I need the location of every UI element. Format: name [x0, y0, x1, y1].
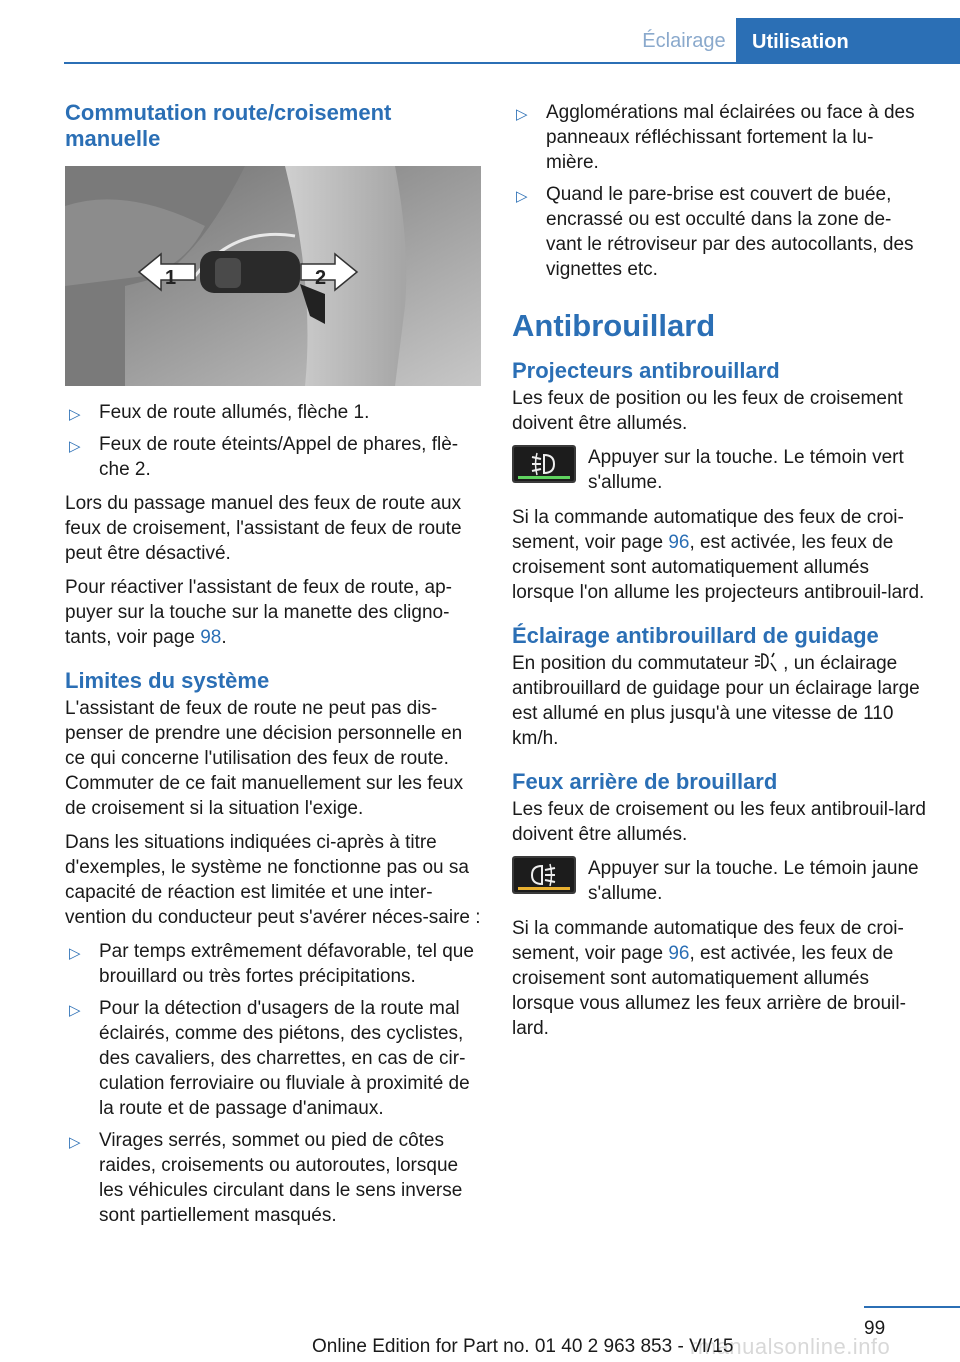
header-chapter-tab: Utilisation — [736, 18, 960, 62]
page-link-96[interactable]: 96 — [668, 943, 690, 964]
footer-rule — [864, 1306, 960, 1308]
front-fog-light-button-icon — [512, 445, 576, 483]
paragraph: Lors du passage manuel des feux de route aux feux de croisement, l'assistant de feux de route peut être désactivé. — [65, 493, 462, 564]
limits-bullet-list — [65, 939, 481, 1228]
arrow-1-label: 1 — [165, 267, 177, 289]
limits-bullet-list-continued — [512, 100, 926, 282]
right-column — [512, 100, 926, 1050]
page-link-98[interactable]: 98 — [200, 627, 222, 648]
paragraph: Dans les situations indiquées ci-après à titre d'exemples, le système ne fonctionne pas ou sa capacité de réaction est limitée et une inter-vention du conducteur peut s'avérer néces-saire : — [65, 832, 481, 928]
header-rule — [64, 62, 960, 64]
list-item: ▷ Quand le pare-brise est couvert de buée, encrassé ou est occulté dans la zone de-vant le rétroviseur par des autocollants, des vignettes etc. — [516, 184, 914, 280]
list-item: ▷ Feux de route éteints/Appel de phares, flè-che 2. — [69, 434, 459, 480]
edition-footer: Online Edition for Part no. 01 40 2 963 853 - VI/15 — [312, 1336, 734, 1357]
triangle-bullet-icon: ▷ — [516, 106, 528, 123]
paragraph: Appuyer sur la touche. Le témoin vert s'allume. — [588, 447, 904, 493]
watermark: rmanualsonline.info — [690, 1334, 891, 1359]
triangle-bullet-icon: ▷ — [516, 188, 528, 205]
paragraph: En position du commutateur , un éclairage antibrouillard de guidage pour un éclairage large est allumé en plus jusqu'à une vitesse de 110 km/h. — [512, 653, 920, 749]
triangle-bullet-icon: ▷ — [69, 1002, 81, 1019]
paragraph: L'assistant de feux de route ne peut pas dis-penser de prendre une décision personnelle en ce qui concerne l'utilisation des feux de route. Commuter de ce fait manuellement sur les feux de croisement si la situation l'exige. — [65, 698, 464, 819]
triangle-bullet-icon: ▷ — [69, 438, 81, 455]
section-heading-system-limits: Limites du système — [65, 668, 270, 693]
paragraph: Les feux de croisement ou les feux antibrouil-lard doivent être allumés. — [512, 799, 927, 845]
section-heading-fog-lights: Projecteurs antibrouillard — [512, 358, 780, 383]
paragraph: Appuyer sur la touche. Le témoin jaune s'allume. — [588, 858, 919, 904]
list-item: ▷ Virages serrés, sommet ou pied de côtes raides, croisements ou autoroutes, lorsque les véhicules circulant dans le sens inverse sont partiellement masqués. — [69, 1130, 463, 1226]
list-item: ▷ Feux de route allumés, flèche 1. — [65, 400, 481, 425]
list-item: ▷ Par temps extrêmement défavorable, tel que brouillard ou très fortes précipitations. — [69, 941, 474, 987]
rear-fog-button-row — [512, 856, 926, 906]
paragraph: Si la commande automatique des feux de croi-sement, voir page 96, est activée, les feux de croisement sont automatiquement allumés lorsque l'on allume les projecteurs antibrouil-lard. — [512, 507, 925, 603]
triangle-bullet-icon: ▷ — [69, 945, 81, 962]
stalk-bullet-list — [65, 400, 481, 482]
paragraph: Pour réactiver l'assistant de feux de route, ap-puyer sur la touche sur la manette des cligno-tants, voir page 98. — [65, 577, 452, 648]
left-column — [65, 100, 481, 1237]
arrow-2-label: 2 — [315, 267, 327, 289]
section-heading-guiding-fog: Éclairage antibrouillard de guidage — [512, 623, 879, 648]
fog-light-switch-icon — [754, 651, 778, 673]
list-item: ▷ Agglomérations mal éclairées ou face à des panneaux réfléchissant fortement la lu-mière. — [516, 102, 915, 173]
front-fog-button-row — [512, 445, 926, 495]
page-number: 99 — [864, 1318, 886, 1339]
triangle-bullet-icon: ▷ — [69, 406, 81, 423]
paragraph: Les feux de position ou les feux de croisement doivent être allumés. — [512, 388, 903, 434]
triangle-bullet-icon: ▷ — [69, 1134, 81, 1151]
rear-fog-light-button-icon — [512, 856, 576, 894]
section-heading-rear-fog: Feux arrière de brouillard — [512, 769, 778, 794]
header-section-label: Éclairage — [642, 30, 726, 52]
page-link-96[interactable]: 96 — [668, 532, 690, 553]
section-heading-manual-switch: Commutation route/croisement manuelle — [65, 100, 392, 151]
chapter-heading-antibrouillard: Antibrouillard — [512, 308, 716, 343]
paragraph: Si la commande automatique des feux de croi-sement, voir page 96, est activée, les feux de croisement sont automatiquement allumés lorsque vous allumez les feux arrière de brouil-lard. — [512, 918, 906, 1039]
list-item: ▷ Pour la détection d'usagers de la route mal éclairés, comme des piétons, des cyclistes, des cavaliers, des charrettes, en cas de cir-culation ferroviaire ou fluviale à proximité de la route et de passage d'animaux. — [69, 998, 470, 1119]
stalk-photo — [65, 166, 481, 386]
